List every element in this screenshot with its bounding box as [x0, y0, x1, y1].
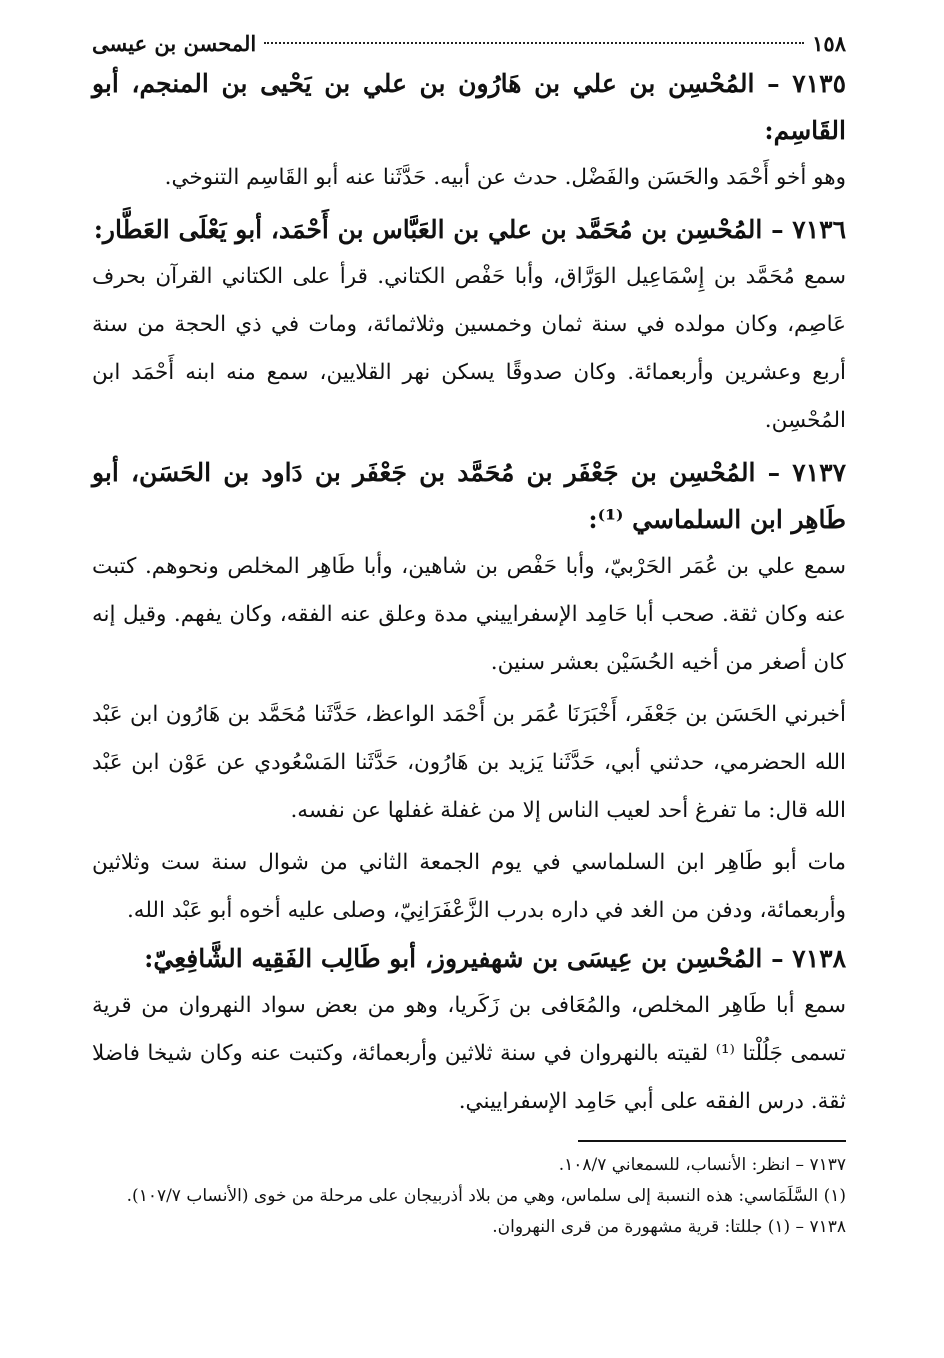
- entry-paragraph: مات أبو طَاهِر ابن السلماسي في يوم الجمعة الثاني من شوال سنة ست وثلاثين وأربعمائة، ودفن من الغد في داره بدرب الزَّعْفَرَانِيّ، وصلى عليه أخوه أبو عَبْد الله.: [92, 850, 846, 923]
- entry-paragraph: سمع أبا طَاهِر المخلص، والمُعَافى بن زَكَريا، وهو من بعض سواد النهروان من قرية تسمى جَلُلْتا ⁽¹⁾ لقيته بالنهروان في سنة ثلاثين وأربعمائة، وكتبت عنه وكان شيخا فاضلا ثقة. درس الفقه على أبي حَامِد الإسفراييني.: [92, 993, 846, 1114]
- running-header: [92, 28, 846, 60]
- entry-title-7135: ٧١٣٥ – المُحْسِن بن علي بن هَارُون بن علي بن يَحْيى بن المنجم، أبو القَاسِم:: [92, 69, 846, 145]
- entry-title-7138: ٧١٣٨ – المُحْسِن بن عِيسَى بن شهفيروز، أبو طَالِب الفَقِيه الشَّافِعِيّ:: [144, 944, 846, 973]
- footnote-7138-1: ٧١٣٨ – (١) جللتا: قرية مشهورة من قرى النهروان.: [492, 1217, 846, 1237]
- entry-title-7136: ٧١٣٦ – المُحْسِن بن مُحَمَّد بن علي بن العَبَّاس بن أَحْمَد، أبو يَعْلَى العَطَّار:: [93, 215, 846, 244]
- book-page: [92, 28, 846, 1243]
- footnote-divider: [578, 1140, 846, 1142]
- header-leader-dots: [264, 42, 804, 44]
- entry-paragraph: سمع مُحَمَّد بن إِسْمَاعِيل الوَرَّاق، وأبا حَفْص الكتاني. قرأ على الكتاني القرآن بحرف عَاصِم، وكان مولده في سنة ثمان وخمسين وثلاثمائة، ومات في ذي الحجة من سنة أربع وعشرين وأربعمائة. وكان صدوقًا يسكن نهر القلايين، سمع منه ابنه أَحْمَد ابن المُحْسِن.: [92, 264, 846, 433]
- running-title: المحسن بن عيسى: [92, 31, 257, 56]
- entry-paragraph: سمع علي بن عُمَر الحَرْبيّ، وأبا حَفْص بن شاهين، وأبا طَاهِر المخلص ونحوهم. كتبت عنه وكان ثقة. صحب أبا حَامِد الإسفراييني مدة وعلق عنه الفقه، وكان يفهم. وقيل إنه كان أصغر من أخيه الحُسَيْن بعشر سنين.: [92, 554, 846, 675]
- entry-paragraph: وهو أخو أَحْمَد والحَسَن والفَضْل. حدث عن أبيه. حَدَّثَنا عنه أبو القَاسِم التنوخي.: [164, 165, 846, 190]
- footnote-7137: ٧١٣٧ – انظر: الأنساب، للسمعاني ١٠٨/٧.: [558, 1155, 846, 1175]
- page-number: ١٥٨: [812, 31, 846, 56]
- entry-paragraph: أخبرني الحَسَن بن جَعْفَر، أَخْبَرَنَا عُمَر بن أَحْمَد الواعظ، حَدَّثَنا مُحَمَّد بن هَارُون ابن عَبْد الله الحضرمي، حدثني أبي، حَدَّثَنا يَزيد بن هَارُون، حَدَّثَنا المَسْعُودي عن عَوْن ابن عَبْد الله قال: ما تفرغ أحد لعيب الناس إلا من غفلة غفلها عن نفسه.: [92, 702, 846, 823]
- entry-title-7137: ٧١٣٧ – المُحْسِن بن جَعْفَر بن مُحَمَّد بن جَعْفَر بن دَاود بن الحَسَن، أبو طَاهِر ابن السلماسي ⁽¹⁾:: [92, 458, 846, 534]
- footnote-7137-1: (١) السَّلَمَاسي: هذه النسبة إلى سلماس، وهي من بلاد أذربيجان على مرحلة من خوى (الأنساب ١٠٧/٧).: [126, 1186, 846, 1206]
